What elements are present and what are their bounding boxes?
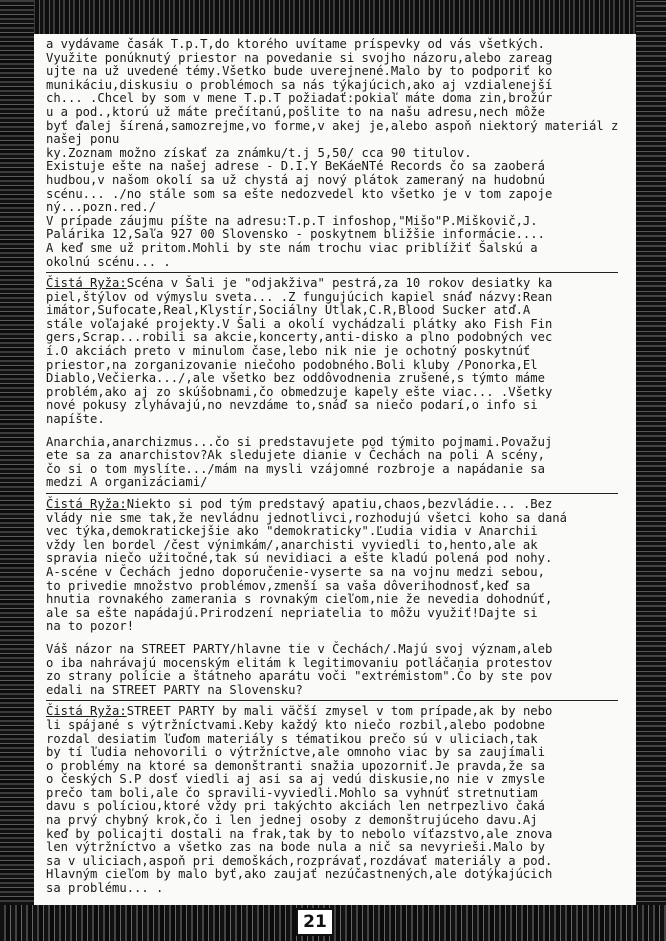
text-line [46,498,626,512]
text-line: li spájané s výtržníctvami.Keby každý kto niečo rozbil,alebo podobne [46,717,545,732]
text-line: A keď sme už pritom.Mohli by ste nám trochu viac priblížiť Šalskú a [46,240,538,255]
photocopy-border-top [0,0,666,34]
photocopy-border-left [0,0,34,941]
text-line: ný...pozn.red./ [46,200,157,215]
question-street-party [46,643,626,697]
photocopy-border-right [636,0,666,941]
section-divider [46,493,618,494]
text-line: priestor,na zorganizovanie niečoho podobného.Boli kluby /Ponorka,El [46,357,538,372]
text-line: u a pod.,ktorú už máte prečítanú,pošlite to na našu adresu,nech môže [46,104,545,119]
text-line: hudbou,v našom okolí sa už chystá aj nový plátok zameraný na hudobnú [46,172,545,187]
section-divider [46,272,618,273]
text-line: vždy len bordel /čest výnimkám/,anarchisti vyviedli to,hento,ale ak [46,537,538,552]
text-line: vec týka,demokratickejšie ako "demokraticky".Ľudia vidia v Anarchii [46,524,538,539]
text-line: hnutia rovnakého zamerania s rovnakým cieľom,nie že nevedia dohodnúť, [46,592,553,607]
text-line: ujte na už uvedené témy.Všetko bude uverejnené.Malo by to podporiť ko [46,64,553,79]
text-line-content: STREET PARTY by mali väčší zmysel v tom prípade,ak by nebo [126,704,553,719]
text-line: napíšte. [46,412,105,427]
text-line: scénu... ./no stále som sa ešte nedozvedel kto všetko je v tom zapoje [46,186,553,201]
text-line: Využite ponúknutý priestor na povedanie si svojho názoru,alebo zareag [46,50,553,65]
text-line: a vydávame časák T.p.T,do ktorého uvítame príspevky od vás všetkých. [46,37,545,51]
text-line: na to pozor! [46,619,135,634]
text-line-content: Scéna v Šali je "odjakživa" pestrá,za 10 rokov desiatky ka [126,276,553,291]
page-number: 21 [296,908,334,936]
text-line: Váš názor na STREET PARTY/hlavne tie v Čechách/.Majú svoj význam,aleb [46,641,553,656]
answer-anarchy [46,498,626,634]
answer-scene [46,277,626,427]
text-line: Diablo,Večierka.../,ale všetko bez oddôvodnenia zrušené,s týmto máme [46,371,545,386]
text-line: keď by policajti dostali na frak,tak by to nebolo víťazstvo,ale znova [46,826,553,841]
section-divider [46,700,618,701]
answer-heading: Čistá Ryža: [46,276,127,291]
text-line: A-scéne v Čechách jedno doporučenie-vyserte sa na vojnu medzi sebou, [46,564,545,579]
text-line: sa problému... . [46,881,164,896]
answer-heading: Čistá Ryža: [46,497,127,511]
text-line: Existuje ešte na našej adrese - D.I.Y BeKáeNTé Records čo sa zaoberá [46,159,545,174]
text-line: okolnú scénu... . [46,254,171,269]
intro-text [46,38,626,269]
text-line: munikáciu,diskusiu o problémoch sa nás týkajúcich,ako aj vzdialenejší [46,77,553,92]
text-line: V prípade záujmu píšte na adresu:T.p.T infoshop,"Mišo"P.Miškovič,J. [46,213,538,228]
text-line: spravia niečo užitočné,tak sú nevidiaci a ešte kladú polená pod nohy. [46,551,553,566]
text-line: problém,ako aj zo skúšobnami,čo obmedzuje kapely ešte viac... .Všetky [46,384,553,399]
text-line: stále voľajaké projekty.V Šali a okolí vychádzali plátky ako Fish Fin [46,316,553,331]
text-line: ky.Zoznam možno získať za známku/t.j 5,50/ cca 90 titulov. [46,145,472,160]
text-line: o iba nahrávajú mocenským elitám k legitimovaniu potláčania protestov [46,655,553,670]
text-line: imátor,Sufocate,Real,Klystír,Sociálny Útlak,C.R,Blood Sucker atď.A [46,303,531,318]
text-line: ale sa ešte napádajú.Prirodzení nepriatelia to môžu využiť!Dajte si [46,605,538,620]
answer-street-party [46,705,626,895]
text-line: ch... .Chcel by som v mene T.p.T požiadať:pokiaľ máte doma zin,brožúr [46,91,553,106]
text-line: o problémy na ktoré sa demonštranti snažia upozorniť.Je pravda,že sa [46,758,545,773]
text-line: gers,Scrap...robili sa akcie,koncerty,anti-disko a plno podobných vec [46,330,553,345]
text-line: to privedie množstvo problémov,zmenší sa vaša dôverihodnosť,keď sa [46,578,531,593]
text-line: prečo tam boli,ale čo spravili-vyviedli.Mohlo sa vyhnúť stretnutiam [46,785,538,800]
text-line: Anarchia,anarchizmus...čo si predstavujete pod týmito pojmami.Považuj [46,434,553,449]
text-line [46,277,626,291]
text-line: o českých S.P dosť viedli aj asi sa aj vedú diskusie,no nie v zmysle [46,772,545,787]
text-line: davu s políciou,ktoré vždy pri takýchto akciách len netrpezlivo čaká [46,799,545,814]
text-line: na prvý chybný krok,čo i len jednej osoby z demonštrujúceho davu.Aj [46,813,538,828]
text-line: by tí ľudia nehovorili o výtržníctve,ale omnoho viac by sa zaujímali [46,745,545,760]
text-line-content: Niekto si pod tým predstavý apatiu,chaos,bezvládie... .Bez [126,497,553,511]
question-anarchy [46,436,626,490]
text-line: len výtržníctvo a všetko zas na bode nula a nič sa nevyrieši.Malo by [46,840,545,855]
text-line [46,705,626,719]
answer-heading: Čistá Ryža: [46,704,127,719]
text-line: medzi A organizáciami/ [46,475,208,490]
text-line: nové pokusy zlyhávajú,no nevzdáme to,snáď sa niečo podarí,o info si [46,398,538,413]
text-line: Palárika 12,Saľa 927 00 Slovensko - poskytnem bližšie informácie.... [46,227,545,242]
text-line: sa v uliciach,aspoň pri demoškách,rozprávať,rozdávať materiály a pod. [46,853,553,868]
text-line: vlády nie sme tak,že nevládnu jednotlivci,rozhodujú všetci koho sa daná [46,510,567,525]
text-line: byť ďalej šírená,samozrejme,vo forme,v akej je,alebo aspoň niektorý materiál z našej ponu [46,118,626,147]
text-line: zo strany polície a štátneho aparátu voči "extrémistom".Čo by ste pov [46,669,553,684]
text-line: í.O akciách preto v minulom čase,lebo nik nie je ochotný poskytnúť [46,344,531,359]
page-content [46,38,626,896]
text-line: ete sa za anarchistov?Ak sledujete dianie v Čechách na poli A scény, [46,448,545,463]
text-line: Hlavným cieľom by malo byť,ako zaujať nezúčastnených,ale dotýkajúcich [46,867,553,882]
text-line: edali na STREET PARTY na Slovensku? [46,682,303,697]
text-line: rozdal desiatim ľuďom materiály s tématikou prečo sú v uliciach,tak [46,731,538,746]
text-line: piel,štýlov od výmyslu sveta... .Z fungujúcich kapiel snáď názvy:Rean [46,289,553,304]
text-line: čo si o tom myslíte.../mám na mysli vzájomné rozbroje a napádanie sa [46,461,545,476]
